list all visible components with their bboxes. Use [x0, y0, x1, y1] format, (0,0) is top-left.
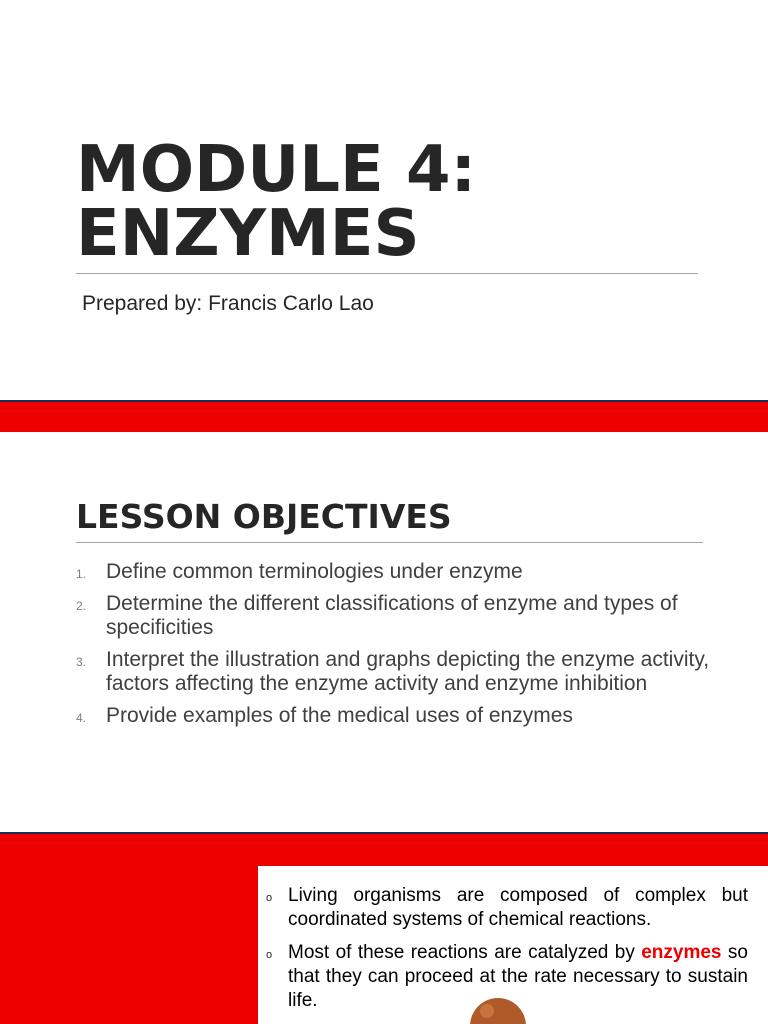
- list-item-text: Define common terminologies under enzyme: [106, 560, 523, 583]
- list-item-number: 4.: [76, 711, 87, 725]
- bullet-marker: o: [266, 949, 273, 961]
- list-item-text: Determine the different classifications of enzyme and types of specificities: [106, 592, 678, 639]
- list-item: [76, 592, 716, 640]
- bullet-text-after: so that they can proceed at the rate necessary to sustain life.: [288, 942, 748, 1011]
- red-band-separator: [0, 400, 768, 432]
- objectives-list: [76, 560, 716, 736]
- list-item-number: 1.: [76, 567, 87, 581]
- module-title-line2: ENZYMES: [76, 197, 420, 271]
- module-title: [76, 133, 477, 271]
- list-item-number: 3.: [76, 655, 87, 669]
- list-item: [76, 560, 716, 584]
- list-item-number: 2.: [76, 599, 87, 613]
- bullet-text-before: Most of these reactions are catalyzed by: [288, 942, 642, 963]
- list-item-text: Interpret the illustration and graphs depicting the enzyme activity, factors affecting the enzyme activity and enzyme inhibition: [106, 648, 710, 695]
- list-item: [76, 648, 716, 696]
- objectives-divider: [76, 542, 703, 543]
- intro-text-panel: [258, 866, 768, 1024]
- prepared-by: Prepared by: Francis Carlo Lao: [82, 292, 374, 315]
- bullet-marker: o: [266, 892, 273, 904]
- slide-title: [0, 0, 768, 400]
- objectives-heading: LESSON OBJECTIVES: [76, 497, 452, 536]
- slide-objectives: [0, 432, 768, 832]
- enzymes-highlight: enzymes: [641, 942, 722, 963]
- module-title-line1: MODULE 4:: [76, 133, 477, 207]
- list-item: [266, 884, 748, 932]
- list-item: [76, 704, 716, 728]
- list-item-text: Provide examples of the medical uses of enzymes: [106, 704, 573, 727]
- title-divider: [76, 273, 698, 274]
- bullet-text: Living organisms are composed of complex but coordinated systems of chemical reactions.: [288, 885, 748, 930]
- bullet-text: [288, 941, 748, 1013]
